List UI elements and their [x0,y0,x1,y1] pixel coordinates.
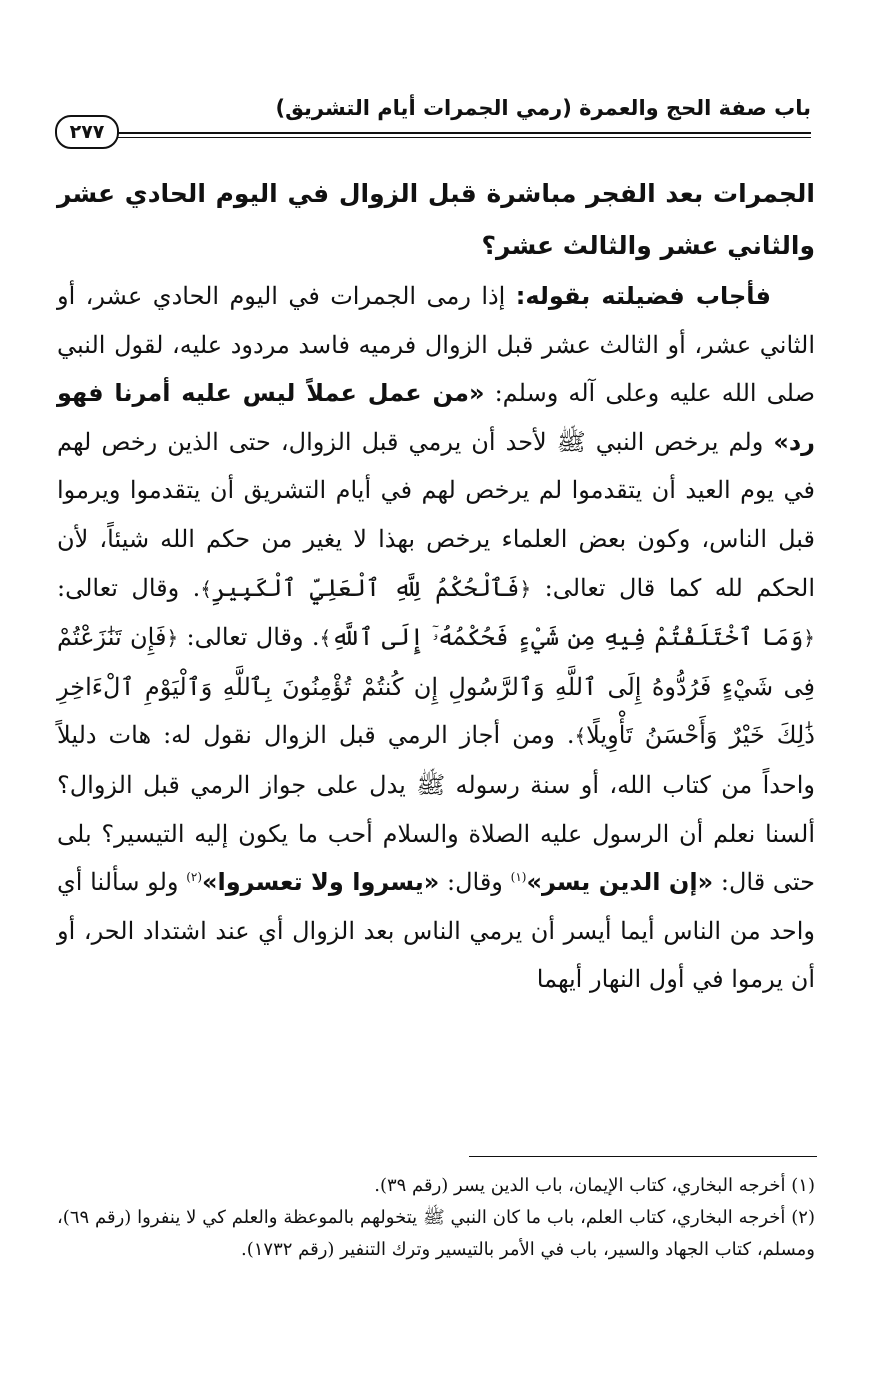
quran-verse-3: فَإِن تَنَٰزَعْتُمْ فِى شَيْءٍ فَرُدُّوهُ إِلَى ٱللَّهِ وَٱلرَّسُولِ إِن كُنتُمْ تُؤْمِنُونَ بِٱللَّهِ وَٱلْيَوْمِ ٱلْءَاخِرِ ذَٰلِكَ خَيْرٌ وَأَحْسَنُ تَأْوِيلًا [57,623,815,750]
quran-verse-1: فَٱلْحُكْمُ لِلَّهِ ٱلْعَلِيِّ ٱلْكَبِيرِ [212,573,520,602]
verse-open-ornament: ﴿ [803,626,815,651]
footnotes [57,1170,815,1266]
answer-text-7: ولو سألنا أي واحد من الناس أيما أيسر أن يرمي الناس بعد الزوال أي عند اشتداد الحر، أو أن يرموا في أول النهار أيهما [57,868,815,994]
verse-close-ornament: ﴾ [319,626,332,651]
answer-text-1: إذا رمى الجمرات في اليوم الحادي عشر، أو الثاني عشر، أو الثالث عشر قبل الزوال فرميه فاسد مردود عليه، لقول النبي صلى الله عليه وعلى آله وسلم: [57,282,815,408]
hadith-quote-3: «يسروا ولا تعسروا» [202,868,440,897]
answer-paragraph [57,272,815,1004]
question-text: الجمرات بعد الفجر مباشرة قبل الزوال في اليوم الحادي عشر والثاني عشر والثالث عشر؟ [57,179,815,260]
chapter-title: باب صفة الحج والعمرة (رمي الجمرات أيام التشريق) [275,96,811,120]
answer-text-6: وقال: [447,868,503,897]
running-header [55,96,811,146]
answer-text-5: . ومن أجاز الرمي قبل الزوال نقول له: هات دليلاً واحداً من كتاب الله، أو سنة رسوله ﷺ يدل على جواز الرمي قبل الزوال؟ ألسنا نعلم أن الرسول عليه الصلاة والسلام أحب ما يكون إليه التيسير؟ بلى حتى قال: [57,721,815,897]
verse-open-ornament: ﴿ [519,576,532,601]
hadith-quote-2: «إن الدين يسر» [526,868,714,897]
verse-close-ornament: ﴾ [574,724,587,749]
footnote-1: (١) أخرجه البخاري، كتاب الإيمان، باب الدين يسر (رقم ٣٩). [374,1175,815,1196]
page-number: ٢٧٧ [55,115,119,149]
main-text [57,168,815,1004]
footnote-2: (٢) أخرجه البخاري، كتاب العلم، باب ما كان النبي ﷺ يتخولهم بالموعظة والعلم كي لا ينفروا (رقم ٦٩)، ومسلم، كتاب الجهاد والسير، باب في الأمر بالتيسير وترك التنفير (رقم ١٧٣٢). [57,1207,815,1260]
answer-text-4: . وقال تعالى: [186,623,320,652]
verse-open-ornament: ﴿ [166,626,179,651]
footnote-separator [469,1156,817,1157]
footnote-ref-2: (٢) [186,870,203,885]
hadith-quote-1: «من عمل عملاً ليس عليه أمرنا فهو رد» [57,379,815,456]
answer-text-2: ولم يرخص النبي ﷺ لأحد أن يرمي قبل الزوال، حتى الذين رخص لهم في يوم العيد أن يتقدموا لم يرخص لهم في أيام التشريق أن يتقدموا ويرموا قبل الناس، وكون بعض العلماء يرخص بهذا لا يغير من حكم الله شيئاً، لأن الحكم لله كما قال تعالى: [57,427,816,602]
verse-close-ornament: ﴾ [200,576,212,601]
answer-text-3: . وقال تعالى: [57,573,201,602]
footnote-ref-1: (١) [510,870,527,885]
quran-verse-2: وَمَا ٱخْتَلَفْتُمْ فِيهِ مِن شَيْءٍ فَحُكْمُهُۥٓ إِلَى ٱللَّهِ [331,623,804,652]
answer-intro: فأجاب فضيلته بقوله: [515,282,771,310]
header-rule [117,132,811,138]
